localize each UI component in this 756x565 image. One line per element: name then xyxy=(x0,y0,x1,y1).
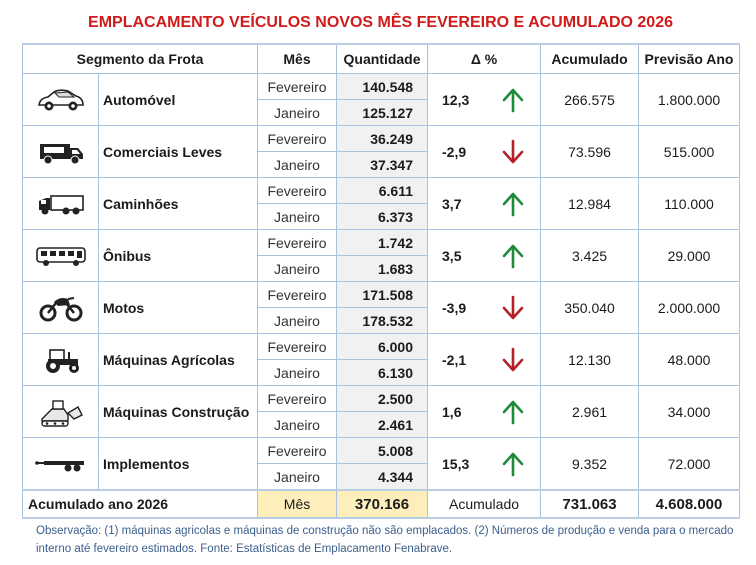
arrow-up-icon xyxy=(486,178,541,230)
quantity-value: 2.461 xyxy=(337,412,428,438)
delta-value: 1,6 xyxy=(428,386,486,438)
footer-row xyxy=(23,490,740,518)
acumulado-value: 2.961 xyxy=(541,386,639,438)
table-row xyxy=(23,74,740,100)
previsao-value: 48.000 xyxy=(639,334,740,386)
month-label: Janeiro xyxy=(258,152,337,178)
previsao-value: 110.000 xyxy=(639,178,740,230)
footer-mes-label: Mês xyxy=(258,490,337,518)
delta-value: -2,1 xyxy=(428,334,486,386)
month-label: Fevereiro xyxy=(258,230,337,256)
month-label: Fevereiro xyxy=(258,126,337,152)
delta-value: 15,3 xyxy=(428,438,486,491)
quantity-value: 5.008 xyxy=(337,438,428,464)
arrow-up-icon xyxy=(486,386,541,438)
table-row xyxy=(23,386,740,412)
quantity-value: 125.127 xyxy=(337,100,428,126)
previsao-value: 29.000 xyxy=(639,230,740,282)
month-label: Fevereiro xyxy=(258,438,337,464)
registration-table xyxy=(22,43,740,519)
header-delta: Δ % xyxy=(428,44,541,74)
footer-acumulado-label: Acumulado xyxy=(428,490,541,518)
quantity-value: 140.548 xyxy=(337,74,428,100)
header-acumulado: Acumulado xyxy=(541,44,639,74)
previsao-value: 72.000 xyxy=(639,438,740,491)
quantity-value: 6.130 xyxy=(337,360,428,386)
month-label: Fevereiro xyxy=(258,282,337,308)
segment-label: Caminhões xyxy=(99,178,258,230)
quantity-value: 36.249 xyxy=(337,126,428,152)
delta-value: 3,5 xyxy=(428,230,486,282)
segment-label: Comerciais Leves xyxy=(99,126,258,178)
table-row xyxy=(23,178,740,204)
tractor-icon xyxy=(23,334,99,386)
table-row xyxy=(23,438,740,464)
previsao-value: 515.000 xyxy=(639,126,740,178)
car-icon xyxy=(23,74,99,126)
month-label: Fevereiro xyxy=(258,74,337,100)
acumulado-value: 350.040 xyxy=(541,282,639,334)
motorcycle-icon xyxy=(23,282,99,334)
previsao-value: 34.000 xyxy=(639,386,740,438)
month-label: Fevereiro xyxy=(258,334,337,360)
delta-value: -2,9 xyxy=(428,126,486,178)
table-row xyxy=(23,230,740,256)
header-row xyxy=(23,44,740,74)
month-label: Fevereiro xyxy=(258,178,337,204)
quantity-value: 2.500 xyxy=(337,386,428,412)
segment-label: Implementos xyxy=(99,438,258,491)
segment-label: Máquinas Agrícolas xyxy=(99,334,258,386)
header-previsao: Previsão Ano xyxy=(639,44,740,74)
quantity-value: 6.000 xyxy=(337,334,428,360)
arrow-up-icon xyxy=(486,230,541,282)
month-label: Janeiro xyxy=(258,256,337,282)
quantity-value: 37.347 xyxy=(337,152,428,178)
month-label: Janeiro xyxy=(258,412,337,438)
arrow-down-icon xyxy=(486,126,541,178)
footer-acumulado-value: 731.063 xyxy=(541,490,639,518)
table-row xyxy=(23,126,740,152)
segment-label: Motos xyxy=(99,282,258,334)
delta-value: -3,9 xyxy=(428,282,486,334)
segment-label: Automóvel xyxy=(99,74,258,126)
truck-icon xyxy=(23,178,99,230)
month-label: Janeiro xyxy=(258,464,337,491)
footer-label: Acumulado ano 2026 xyxy=(23,490,258,518)
segment-label: Ônibus xyxy=(99,230,258,282)
footnote: Observação: (1) máquinas agricolas e máquinas de construção não são emplacados. (2) Números de produção e venda para o mercado interno até fevereiro estimados. Fonte: Estatísticas de Emplacamento Fenabrave. xyxy=(36,525,734,555)
arrow-up-icon xyxy=(486,438,541,491)
segment-label: Máquinas Construção xyxy=(99,386,258,438)
month-label: Janeiro xyxy=(258,204,337,230)
quantity-value: 178.532 xyxy=(337,308,428,334)
quantity-value: 6.373 xyxy=(337,204,428,230)
table-row xyxy=(23,334,740,360)
quantity-value: 6.611 xyxy=(337,178,428,204)
month-label: Janeiro xyxy=(258,360,337,386)
quantity-value: 4.344 xyxy=(337,464,428,491)
quantity-value: 1.683 xyxy=(337,256,428,282)
quantity-value: 171.508 xyxy=(337,282,428,308)
arrow-up-icon xyxy=(486,74,541,126)
previsao-value: 1.800.000 xyxy=(639,74,740,126)
acumulado-value: 12.984 xyxy=(541,178,639,230)
quantity-value: 1.742 xyxy=(337,230,428,256)
construction-machine-icon xyxy=(23,386,99,438)
month-label: Janeiro xyxy=(258,308,337,334)
van-icon xyxy=(23,126,99,178)
footer-previsao-value: 4.608.000 xyxy=(639,490,740,518)
arrow-down-icon xyxy=(486,334,541,386)
acumulado-value: 12.130 xyxy=(541,334,639,386)
delta-value: 12,3 xyxy=(428,74,486,126)
previsao-value: 2.000.000 xyxy=(639,282,740,334)
table-row xyxy=(23,282,740,308)
acumulado-value: 73.596 xyxy=(541,126,639,178)
header-quantidade: Quantidade xyxy=(337,44,428,74)
header-segmento: Segmento da Frota xyxy=(23,44,258,74)
acumulado-value: 266.575 xyxy=(541,74,639,126)
table-title: EMPLACAMENTO VEÍCULOS NOVOS MÊS FEVEREIRO E ACUMULADO 2026 xyxy=(88,14,673,31)
acumulado-value: 3.425 xyxy=(541,230,639,282)
trailer-icon xyxy=(23,438,99,491)
arrow-down-icon xyxy=(486,282,541,334)
acumulado-value: 9.352 xyxy=(541,438,639,491)
month-label: Janeiro xyxy=(258,100,337,126)
delta-value: 3,7 xyxy=(428,178,486,230)
month-label: Fevereiro xyxy=(258,386,337,412)
header-mes: Mês xyxy=(258,44,337,74)
bus-icon xyxy=(23,230,99,282)
footer-mes-value: 370.166 xyxy=(337,490,428,518)
